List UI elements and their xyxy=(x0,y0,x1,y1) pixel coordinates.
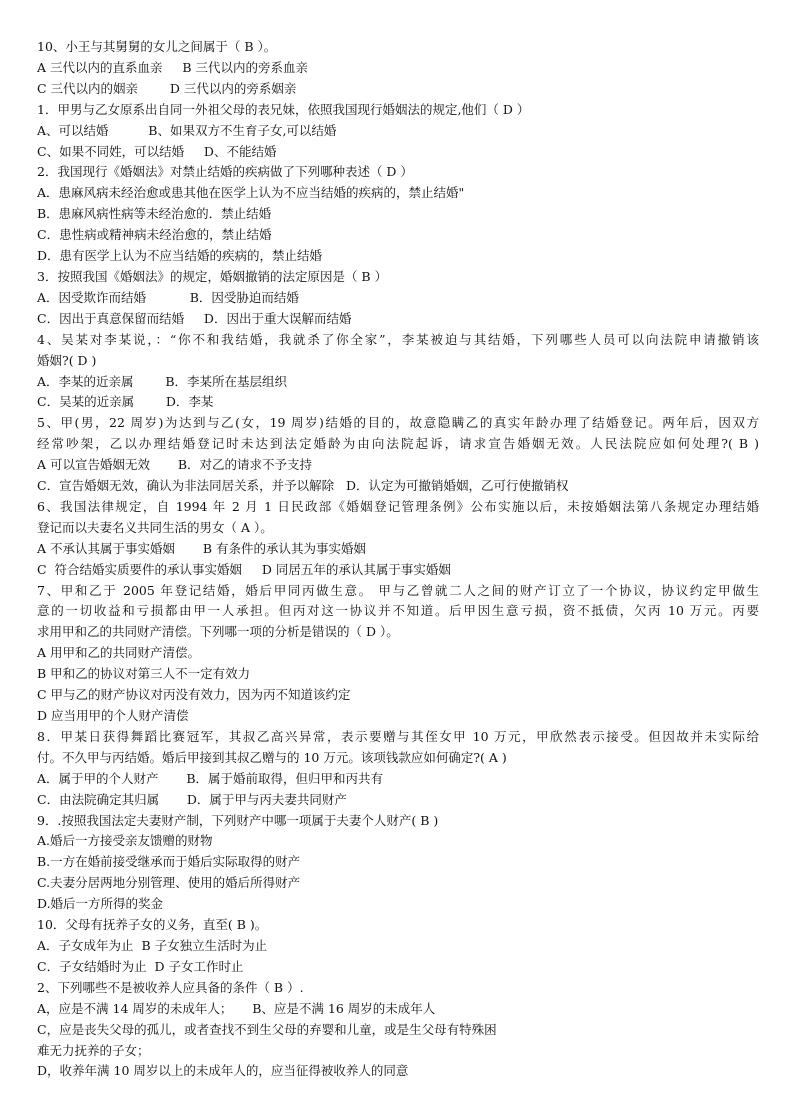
text-line: A．子女成年为止 B 子女独立生活时为止 xyxy=(37,937,268,953)
text-line: 10、小王与其舅舅的女儿之间属于（ B ）。 xyxy=(37,39,277,54)
text-line: C．子女结婚时为止 D 子女工作时止 xyxy=(37,958,244,974)
text-line: 10．父母有抚养子女的义务，直至( B )。 xyxy=(37,917,268,933)
text-line: 4、吴某对李某说，：“你不和我结婚，我就杀了你全家”，李某被迫与其结婚，下列哪些人员可以向法院申请撤销该 xyxy=(37,331,759,347)
text-line: D 应当用甲的个人财产清偿 xyxy=(37,708,189,723)
text-line: A．患麻风病未经治愈或患其他在医学上认为不应当结婚的疾病的，禁止结婚" xyxy=(37,185,465,201)
text-line: 求用甲和乙的共同财产清偿。下列哪一项的分析是错误的（ D ）。 xyxy=(37,624,399,640)
text-line: 付。不久甲与丙结婚。婚后甲接到其叔乙赠与的 10 万元。该项钱款应如何确定?( A ) xyxy=(37,749,507,765)
text-line: 1．甲男与乙女原系出自同一外祖父母的表兄妹，依照我国现行婚姻法的规定,他们（ D ） xyxy=(37,101,530,117)
text-line: C．吴某的近亲属 D．李某 xyxy=(37,394,214,410)
text-line: 6、我国法律规定，自 1994 年 2 月 1 日民政部《婚姻登记管理条例》公布实施以后，未按婚姻法第八条规定办理结婚 xyxy=(37,498,759,514)
document-page xyxy=(37,37,759,1082)
text-line: B．患麻风病性病等未经治愈的．禁止结婚 xyxy=(37,206,272,222)
text-line: 难无力抚养的子女； xyxy=(37,1042,150,1058)
text-line: B.一方在婚前接受继承而于婚后实际取得的财产 xyxy=(37,854,301,870)
text-line: 2．我国现行《婚姻法》对禁止结婚的疾病做了下列哪种表述（ D ） xyxy=(37,164,413,180)
text-line: C．由法院确定其归属 D．属于甲与丙夫妻共同财产 xyxy=(37,791,347,807)
text-line: 7、甲和乙于 2005 年登记结婚，婚后甲同丙做生意。 甲与乙曾就二人之间的财产订立了一个协议，协议约定甲做生 xyxy=(37,582,759,598)
text-line: C、如果不同姓，可以结婚 D、不能结婚 xyxy=(37,143,277,159)
text-line: A．属于甲的个人财产 B．属于婚前取得，但归甲和丙共有 xyxy=(37,770,384,786)
text-line: 婚姻?( D ) xyxy=(37,352,97,368)
text-line: B 甲和乙的协议对第三人不一定有效力 xyxy=(37,666,251,682)
text-line: C．宣告婚姻无效，确认为非法同居关系，并予以解除 D．认定为可撤销婚姻，乙可行使撤销权 xyxy=(37,478,569,494)
text-line: 2、下列哪些不是被收养人应具备的条件（ B ）. xyxy=(37,979,304,995)
text-line: C，应是丧失父母的孤儿，或者查找不到生父母的弃婴和儿童，或是生父母有特殊困 xyxy=(37,1021,497,1037)
text-line: C 三代以内的姻亲 D 三代以内的旁系姻亲 xyxy=(37,80,297,96)
text-line: D.婚后一方所得的奖金 xyxy=(37,896,164,912)
text-line: A．因受欺诈而结婚 B．因受胁迫而结婚 xyxy=(37,289,299,305)
text-line: A 用甲和乙的共同财产清偿。 xyxy=(37,645,201,661)
text-line: A 不承认其属于事实婚姻 B 有条件的承认其为事实婚姻 xyxy=(37,540,366,556)
text-line: A.婚后一方接受亲友馈赠的财物 xyxy=(37,833,213,849)
text-line: C．患性病或精神病未经治愈的，禁止结婚 xyxy=(37,227,272,243)
text-line: C 符合结婚实质要件的承认事实婚姻 D 同居五年的承认其属于事实婚姻 xyxy=(37,561,451,577)
text-line: A 可以宣告婚姻无效 B．对乙的请求不予支持 xyxy=(37,457,313,473)
text-line: A．李某的近亲属 B．李某所在基层组织 xyxy=(37,373,288,389)
text-line: 8．甲某日获得舞蹈比赛冠军，其叔乙高兴异常，表示要赠与其侄女甲 10 万元，甲欣然表示接受。但因故并未实际给 xyxy=(37,728,759,744)
text-line: A，应是不满 14 周岁的未成年人； B、应是不满 16 周岁的未成年人 xyxy=(37,1000,436,1016)
text-line: 9．.按照我国法定夫妻财产制，下列财产中哪一项属于夫妻个人财产( B ) xyxy=(37,812,439,828)
text-line: 3．按照我国《婚姻法》的规定，婚姻撤销的法定原因是（ B ） xyxy=(37,268,388,284)
text-line: A 三代以内的直系血亲 B 三代以内的旁系血亲 xyxy=(37,59,309,75)
text-line: C.夫妻分居两地分别管理、使用的婚后所得财产 xyxy=(37,875,301,891)
text-line: D．患有医学上认为不应当结婚的疾病的，禁止结婚 xyxy=(37,248,323,264)
text-line: 5、甲(男，22 周岁)为达到与乙(女，19 周岁)结婚的目的，故意隐瞒乙的真实年龄办理了结婚登记。两年后，因双方 xyxy=(37,415,759,431)
text-line: C．因出于真意保留而结婚 D．因出于重大误解而结婚 xyxy=(37,310,352,326)
text-line: 经常吵架，乙以办理结婚登记时未达到法定婚龄为由向法院起诉，请求宣告婚姻无效。人民法院应如何处理?( B ) xyxy=(37,436,759,452)
text-line: C 甲与乙的财产协议对丙没有效力，因为丙不知道该约定 xyxy=(37,687,351,703)
text-line: 意的一切收益和亏损都由甲一人承担。但丙对这一协议并不知道。后甲因生意亏损，资不抵债，欠丙 10 万元。丙要 xyxy=(37,603,759,619)
text-line: A、可以结婚 B、如果双方不生育子女,可以结婚 xyxy=(37,122,337,138)
text-line: 登记而以夫妻名义共同生活的男女（ A ）。 xyxy=(37,519,273,535)
text-line: D，收养年满 10 周岁以上的未成年人的，应当征得被收养人的同意 xyxy=(37,1063,409,1079)
